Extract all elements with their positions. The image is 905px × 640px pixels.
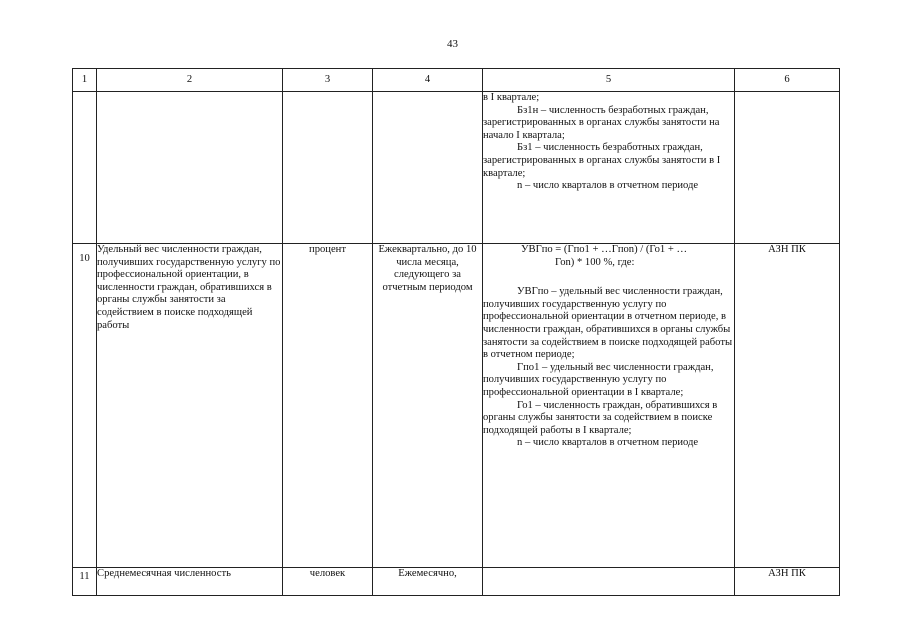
indicator-name: Среднемесячная численность xyxy=(97,568,283,596)
continuation-cell-6 xyxy=(735,92,840,244)
continuation-formula-cell xyxy=(483,92,735,244)
continuation-cell-4 xyxy=(373,92,483,244)
continuation-line: Бз1н – численность безработных граждан, зарегистрированных в органах службы занятости на начало I квартала; xyxy=(483,104,720,141)
header-cell-5: 5 xyxy=(483,69,735,92)
indicator-name: Удельный вес численности граждан, получивших государственную услугу по профессиональной ориентации, в численности граждан, обратившихся в органы службы занятости за содействием в поиске подходящей работы xyxy=(97,244,283,568)
formula-line: УВГпо = (Гпо1 + …Гпоn) / (Го1 + … xyxy=(521,244,688,255)
unit-of-measure: человек xyxy=(283,568,373,596)
header-cell-3: 3 xyxy=(283,69,373,92)
reporting-frequency: Ежемесячно, xyxy=(373,568,483,596)
row-number: 10 xyxy=(73,244,97,568)
indicator-table xyxy=(72,68,840,596)
reporting-frequency: Ежеквартально, до 10 числа месяца, следующего за отчетным периодом xyxy=(373,244,483,568)
formula-definition: n – число кварталов в отчетном периоде xyxy=(517,437,699,449)
continuation-line: в I квартале; xyxy=(483,92,540,103)
formula-definition: Го1 – численность граждан, обратившихся в органы службы занятости за содействием в поиске подходящей работы в I квартале; xyxy=(483,399,718,436)
formula-cell xyxy=(483,568,735,596)
header-cell-2: 2 xyxy=(97,69,283,92)
row-number: 11 xyxy=(73,568,97,596)
formula-definition: Гпо1 – удельный вес численности граждан, получивших государственную услугу по профессиональной ориентации в I квартале; xyxy=(483,361,714,398)
header-cell-1: 1 xyxy=(73,69,97,92)
continuation-cell-1 xyxy=(73,92,97,244)
header-cell-4: 4 xyxy=(373,69,483,92)
continuation-row xyxy=(73,92,840,244)
table-row-10 xyxy=(73,244,840,568)
continuation-line: Бз1 – численность безработных граждан, зарегистрированных в органах службы занятости в I квартале; xyxy=(483,142,721,179)
continuation-cell-3 xyxy=(283,92,373,244)
data-source: АЗН ПК xyxy=(735,244,840,568)
header-row xyxy=(73,69,840,92)
formula-line: Гоn) * 100 %, где: xyxy=(555,256,635,268)
data-source: АЗН ПК xyxy=(735,568,840,596)
continuation-line: n – число кварталов в отчетном периоде xyxy=(517,180,699,192)
formula-cell xyxy=(483,244,735,568)
table-row-11 xyxy=(73,568,840,596)
unit-of-measure: процент xyxy=(283,244,373,568)
page-number: 43 xyxy=(447,38,458,50)
header-cell-6: 6 xyxy=(735,69,840,92)
continuation-cell-2 xyxy=(97,92,283,244)
formula-definition: УВГпо – удельный вес численности граждан, получивших государственную услугу по профессиональной ориентации в отчетном периоде, в численности граждан, обратившихся в органы службы занятости за содействием в поиске подходящей работы в отчетном периоде; xyxy=(483,286,733,361)
